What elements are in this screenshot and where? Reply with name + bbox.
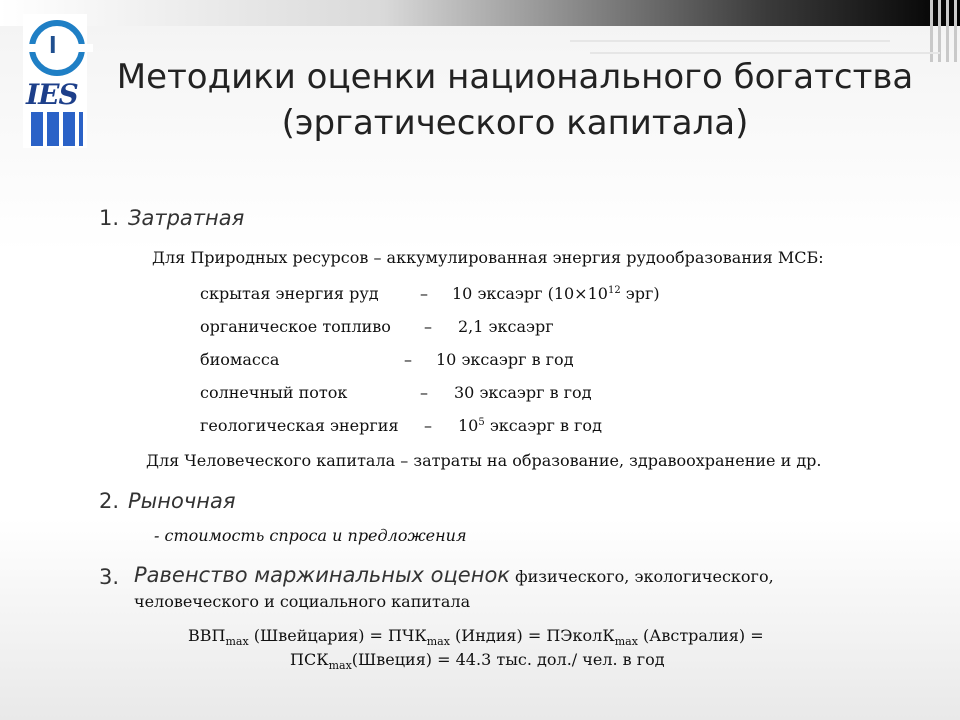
ies-logo: [23, 14, 87, 148]
item-name: геологическая энергия: [200, 416, 399, 435]
section2-number: 2.: [99, 489, 120, 513]
section2-heading: Рыночная: [128, 489, 236, 513]
item-dash: –: [404, 350, 412, 369]
item-value: 10 эксаэрг ($10\times 10^{12}$ эрг): [452, 284, 660, 303]
section2-bullet: - стоимость спроса и предложения: [154, 526, 467, 545]
item-name: скрытая энергия руд: [200, 284, 379, 303]
title-line-2: (эргатического капитала): [281, 103, 749, 143]
item-dash: –: [420, 383, 428, 402]
decor-line: [570, 40, 890, 42]
human-capital-line: Для Человеческого капитала – затраты на образование, здравоохранение и др.: [146, 451, 822, 470]
top-decor-bar: [0, 0, 960, 26]
logo-bars-icon: [31, 112, 83, 146]
item-name: биомасса: [200, 350, 280, 369]
item-name: органическое топливо: [200, 317, 391, 336]
formula-line-2: $ПСК_{max}(Швеция) = 44.3$ тыс. дол./ чел. в год: [290, 650, 665, 672]
section3-tail: физического, экологического,: [509, 567, 774, 586]
item-name: солнечный поток: [200, 383, 348, 402]
item-value: $10^5$ эксаэрг в год: [458, 416, 602, 435]
logo-text: IES: [26, 78, 78, 111]
section1-number: 1.: [99, 206, 120, 230]
section1-heading: Затратная: [128, 206, 245, 230]
natural-resources-intro: Для Природных ресурсов – аккумулированная энергия рудообразования МСБ:: [152, 248, 824, 267]
section3-heading: Равенство маржинальных оценок: [134, 563, 510, 587]
item-dash: –: [420, 284, 428, 303]
item-dash: –: [424, 416, 432, 435]
section3-line-1: [134, 563, 774, 587]
formula-line-1: $ВВП_{max}$ (Швейцария) = $ПЧК_{max}$ (Индия) = ПЭколК$_{max}$ (Австралия) =: [188, 626, 764, 648]
item-dash: –: [424, 317, 432, 336]
item-value: 10 эксаэрг в год: [436, 350, 574, 369]
page-title: [100, 54, 930, 146]
title-line-1: Методики оценки национального богатства: [116, 57, 914, 97]
section3-number: 3.: [99, 565, 120, 589]
logo-ring-icon: ⅼ: [29, 20, 85, 76]
item-value: 30 эксаэрг в год: [454, 383, 592, 402]
decor-stripe: [946, 0, 949, 62]
item-value: 2,1 эксаэрг: [458, 317, 554, 336]
section3-line-2: человеческого и социального капитала: [134, 592, 471, 611]
decor-stripe: [954, 0, 957, 62]
